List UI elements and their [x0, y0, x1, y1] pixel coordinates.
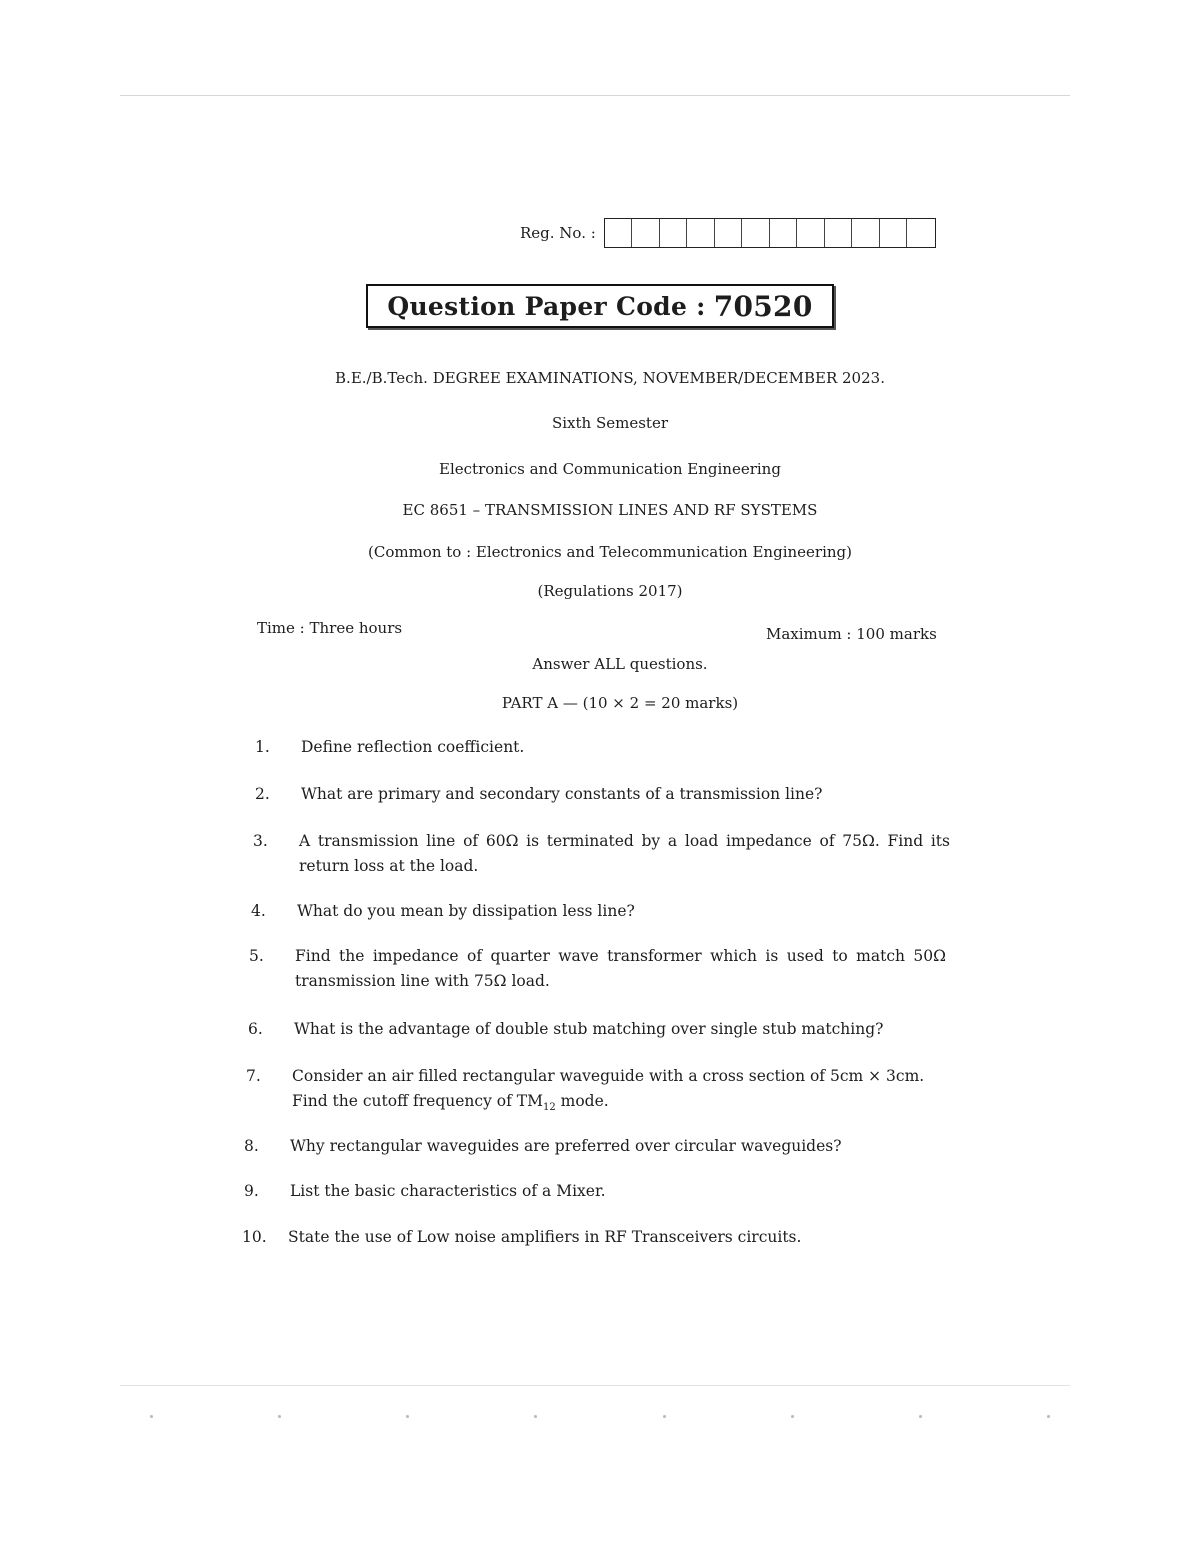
- question-item: [255, 735, 945, 760]
- reg-number-box: [742, 219, 770, 247]
- reg-number-boxes: [604, 218, 936, 248]
- exam-duration: Time : Three hours: [257, 619, 403, 637]
- scan-dot: [278, 1415, 281, 1418]
- question-text: What do you mean by dissipation less line?: [297, 902, 635, 920]
- reg-number-label: Reg. No. :: [520, 224, 596, 242]
- question-item: [253, 829, 950, 879]
- scan-edge-top: [120, 95, 1070, 96]
- question-number: 10.: [242, 1228, 267, 1246]
- reg-number-box: [687, 219, 715, 247]
- subject-title: EC 8651 – TRANSMISSION LINES AND RF SYSTEMS: [402, 501, 818, 519]
- question-number: 3.: [253, 832, 268, 850]
- question-text: Find the impedance of quarter wave transformer which is used to match 50Ω transmission line with 75Ω load.: [295, 947, 946, 990]
- degree-line: B.E./B.Tech. DEGREE EXAMINATIONS, NOVEMBER/DECEMBER 2023.: [335, 369, 885, 387]
- reg-number-field: [520, 217, 936, 249]
- question-item: [242, 1225, 942, 1250]
- scan-dot: [534, 1415, 537, 1418]
- question-item: [251, 899, 941, 924]
- question-item: [244, 1179, 944, 1204]
- scan-dot: [1047, 1415, 1050, 1418]
- reg-number-box: [825, 219, 853, 247]
- question-text: What are primary and secondary constants of a transmission line?: [301, 785, 823, 803]
- question-item: [248, 1017, 948, 1042]
- question-number: 9.: [244, 1182, 259, 1200]
- semester: Sixth Semester: [551, 414, 668, 432]
- question-paper-code-label: Question Paper Code :: [387, 291, 706, 321]
- scan-dot: [406, 1415, 409, 1418]
- question-number: 8.: [244, 1137, 259, 1155]
- reg-number-box: [880, 219, 908, 247]
- department: Electronics and Communication Engineering: [439, 460, 781, 478]
- question-number: 1.: [255, 738, 270, 756]
- question-text: Consider an air filled rectangular waveguide with a cross section of 5cm × 3cm. Find the cutoff frequency of $TM_{12}$ mode.: [292, 1067, 925, 1114]
- question-item: [244, 1134, 944, 1159]
- question-number: 5.: [249, 947, 264, 965]
- instruction: Answer ALL questions.: [532, 655, 708, 673]
- question-text: List the basic characteristics of a Mixer.: [290, 1182, 606, 1200]
- maximum-marks: Maximum : 100 marks: [766, 625, 937, 643]
- reg-number-box: [605, 219, 633, 247]
- question-paper-code: 70520: [713, 289, 813, 323]
- question-text: State the use of Low noise amplifiers in RF Transceivers circuits.: [288, 1228, 802, 1246]
- question-item: [255, 782, 945, 807]
- question-number: 6.: [248, 1020, 263, 1038]
- question-number: 4.: [251, 902, 266, 920]
- scan-edge-bottom: [120, 1385, 1070, 1386]
- common-to: (Common to : Electronics and Telecommunication Engineering): [368, 543, 852, 561]
- question-item: [246, 1064, 946, 1120]
- question-number: 2.: [255, 785, 270, 803]
- scan-dot: [663, 1415, 666, 1418]
- scan-dot: [919, 1415, 922, 1418]
- regulations: (Regulations 2017): [537, 582, 683, 600]
- scan-dot: [791, 1415, 794, 1418]
- question-item: [249, 944, 946, 994]
- question-text: What is the advantage of double stub matching over single stub matching?: [294, 1020, 884, 1038]
- reg-number-box: [797, 219, 825, 247]
- scan-dot: [150, 1415, 153, 1418]
- question-text: A transmission line of 60Ω is terminated by a load impedance of 75Ω. Find its return loss at the load.: [299, 832, 950, 875]
- question-text: Define reflection coefficient.: [301, 738, 525, 756]
- reg-number-box: [715, 219, 743, 247]
- part-a-heading: PART A — (10 × 2 = 20 marks): [501, 694, 739, 712]
- reg-number-box: [660, 219, 688, 247]
- question-number: 7.: [246, 1067, 261, 1085]
- reg-number-box: [852, 219, 880, 247]
- question-paper-code-box: [366, 284, 834, 328]
- scan-noise: [150, 1415, 1050, 1425]
- reg-number-box: [632, 219, 660, 247]
- question-text: Why rectangular waveguides are preferred over circular waveguides?: [290, 1137, 842, 1155]
- reg-number-box: [907, 219, 935, 247]
- reg-number-box: [770, 219, 798, 247]
